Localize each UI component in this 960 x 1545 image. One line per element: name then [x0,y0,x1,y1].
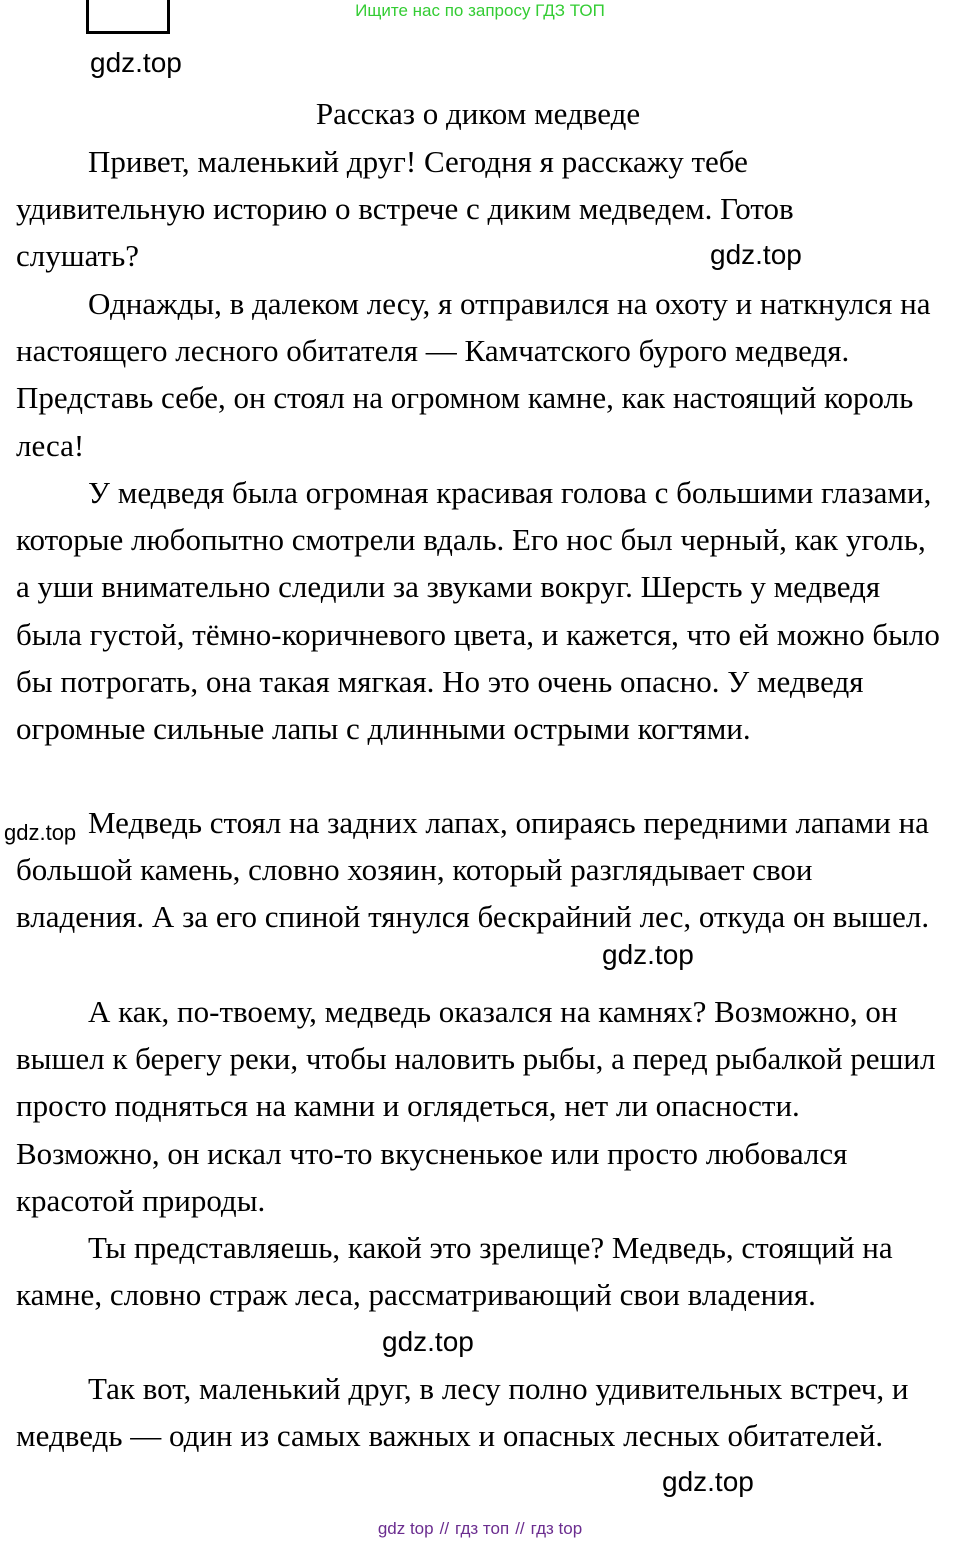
footer-link[interactable]: gdz top [377,1519,434,1538]
watermark: gdz.top [90,47,182,78]
footer-separator: // [515,1519,525,1538]
story-title: Рассказ о диком медведе [315,96,641,131]
paragraph-5: А как, по-твоему, медведь оказался на камнях? Возможно, он вышел к берегу реки, чтобы наловить рыбы, а перед рыбалкой решил просто подняться на камни и оглядеться, нет ли опасности. Возможно, он искал что-то вкусненькое или просто любовался красотой природы. [16,994,936,1218]
paragraph-1: Привет, маленький друг! Сегодня я расскажу тебе удивительную историю о встрече с диким медведем. Готов слушать? [16,144,794,274]
exercise-number-box [86,0,170,34]
footer-separator: // [439,1519,450,1538]
paragraph-2: Однажды, в далеком лесу, я отправился на охоту и наткнулся на настоящего лесного обитателя — Камчатского бурого медведя. Представь себе, он стоял на огромном камне, как настоящий король леса! [16,286,931,463]
footer-link[interactable]: гдз top [530,1519,583,1538]
footer-links [0,1518,960,1540]
paragraph-7: Так вот, маленький друг, в лесу полно удивительных встреч, и медведь — один из самых важных и опасных лесных обитателей. [16,1371,909,1454]
watermark: gdz.top [602,939,694,970]
top-banner: Ищите нас по запросу ГДЗ ТОП [355,1,605,20]
watermark: gdz.top [710,239,802,270]
paragraph-4: Медведь стоял на задних лапах, опираясь передними лапами на большой камень, словно хозяин, который разглядывает свои владения. А за его спиной тянулся бескрайний лес, откуда он вышел. [16,805,930,935]
footer-link[interactable]: гдз топ [455,1519,510,1538]
watermark: gdz.top [382,1326,474,1357]
watermark: gdz.top [662,1466,754,1497]
paragraph-3: У медведя была огромная красивая голова с большими глазами, которые любопытно смотрели вдаль. Его нос был черный, как уголь, а уши внимательно следили за звуками вокруг. Шерсть у медведя была густой, тёмно-коричневого цвета, и кажется, что ей можно было бы потрогать, она такая мягкая. Но это очень опасно. У медведя огромные сильные лапы с длинными острыми когтями. [16,475,940,747]
paragraph-6: Ты представляешь, какой это зрелище? Медведь, стоящий на камне, словно страж леса, рассматривающий свои владения. [16,1230,893,1313]
watermark: gdz.top [4,820,77,845]
